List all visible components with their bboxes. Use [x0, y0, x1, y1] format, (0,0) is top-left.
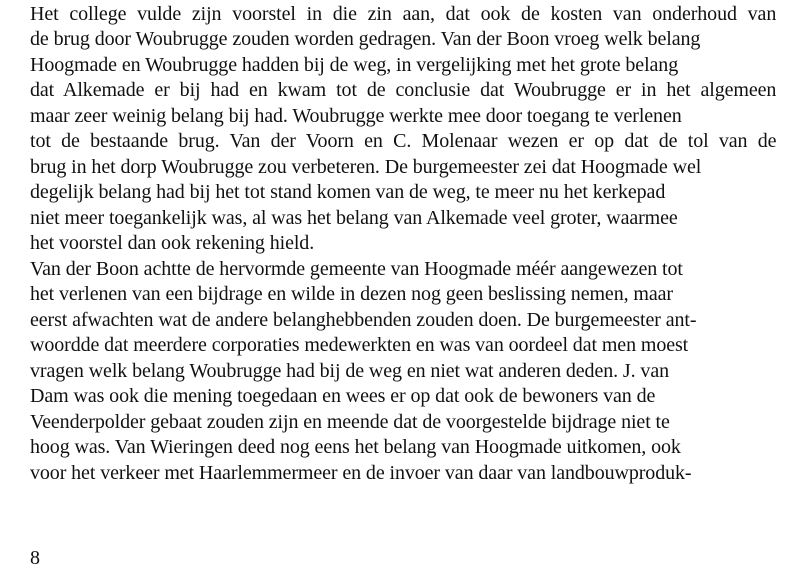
text-line: dat Alkemade er bij had en kwam tot de conclusie dat Woubrugge er in het algemeen — [30, 79, 777, 101]
text-line: Het college vulde zijn voorstel in die zin aan, dat ook de kosten van onderhoud van — [30, 3, 777, 25]
text-line: vragen welk belang Woubrugge had bij de weg en niet wat anderen deden. J. van — [30, 360, 669, 382]
page-number: 8 — [30, 547, 40, 569]
text-line: hoog was. Van Wieringen deed nog eens het belang van Hoogmade uitkomen, ook — [30, 436, 681, 458]
text-line: het verlenen van een bijdrage en wilde in dezen nog geen beslissing nemen, maar — [30, 283, 673, 305]
text-line: het voorstel dan ook rekening hield. — [30, 232, 315, 254]
text-line: Dam was ook die mening toegedaan en wees er op dat ook de bewoners van de — [30, 385, 656, 407]
text-line: tot de bestaande brug. Van der Voorn en C. Molenaar wezen er op dat de tol van de — [30, 130, 777, 152]
text-line: Veenderpolder gebaat zouden zijn en meende dat de voorgestelde bijdrage niet te — [30, 411, 670, 433]
text-line: brug in het dorp Woubrugge zou verbeteren. De burgemeester zei dat Hoogmade wel — [30, 156, 702, 178]
text-line: eerst afwachten wat de andere belanghebbenden zouden doen. De burgemeester ant- — [30, 309, 697, 331]
text-line: Hoogmade en Woubrugge hadden bij de weg, in vergelijking met het grote belang — [30, 54, 679, 76]
text-line: Van der Boon achtte de hervormde gemeente van Hoogmade méér aangewezen tot — [30, 258, 683, 280]
text-line: voor het verkeer met Haarlemmermeer en de invoer van daar van landbouwproduk- — [30, 462, 692, 484]
text-line: niet meer toegankelijk was, al was het belang van Alkemade veel groter, waarmee — [30, 207, 678, 229]
text-line: maar zeer weinig belang bij had. Woubrugge werkte mee door toegang te verlenen — [30, 105, 682, 127]
text-line: degelijk belang had bij het tot stand komen van de weg, te meer nu het kerkepad — [30, 181, 666, 203]
text-line: de brug door Woubrugge zouden worden gedragen. Van der Boon vroeg welk belang — [30, 28, 701, 50]
text-line: woordde dat meerdere corporaties medewerkten en was van oordeel dat men moest — [30, 334, 689, 356]
